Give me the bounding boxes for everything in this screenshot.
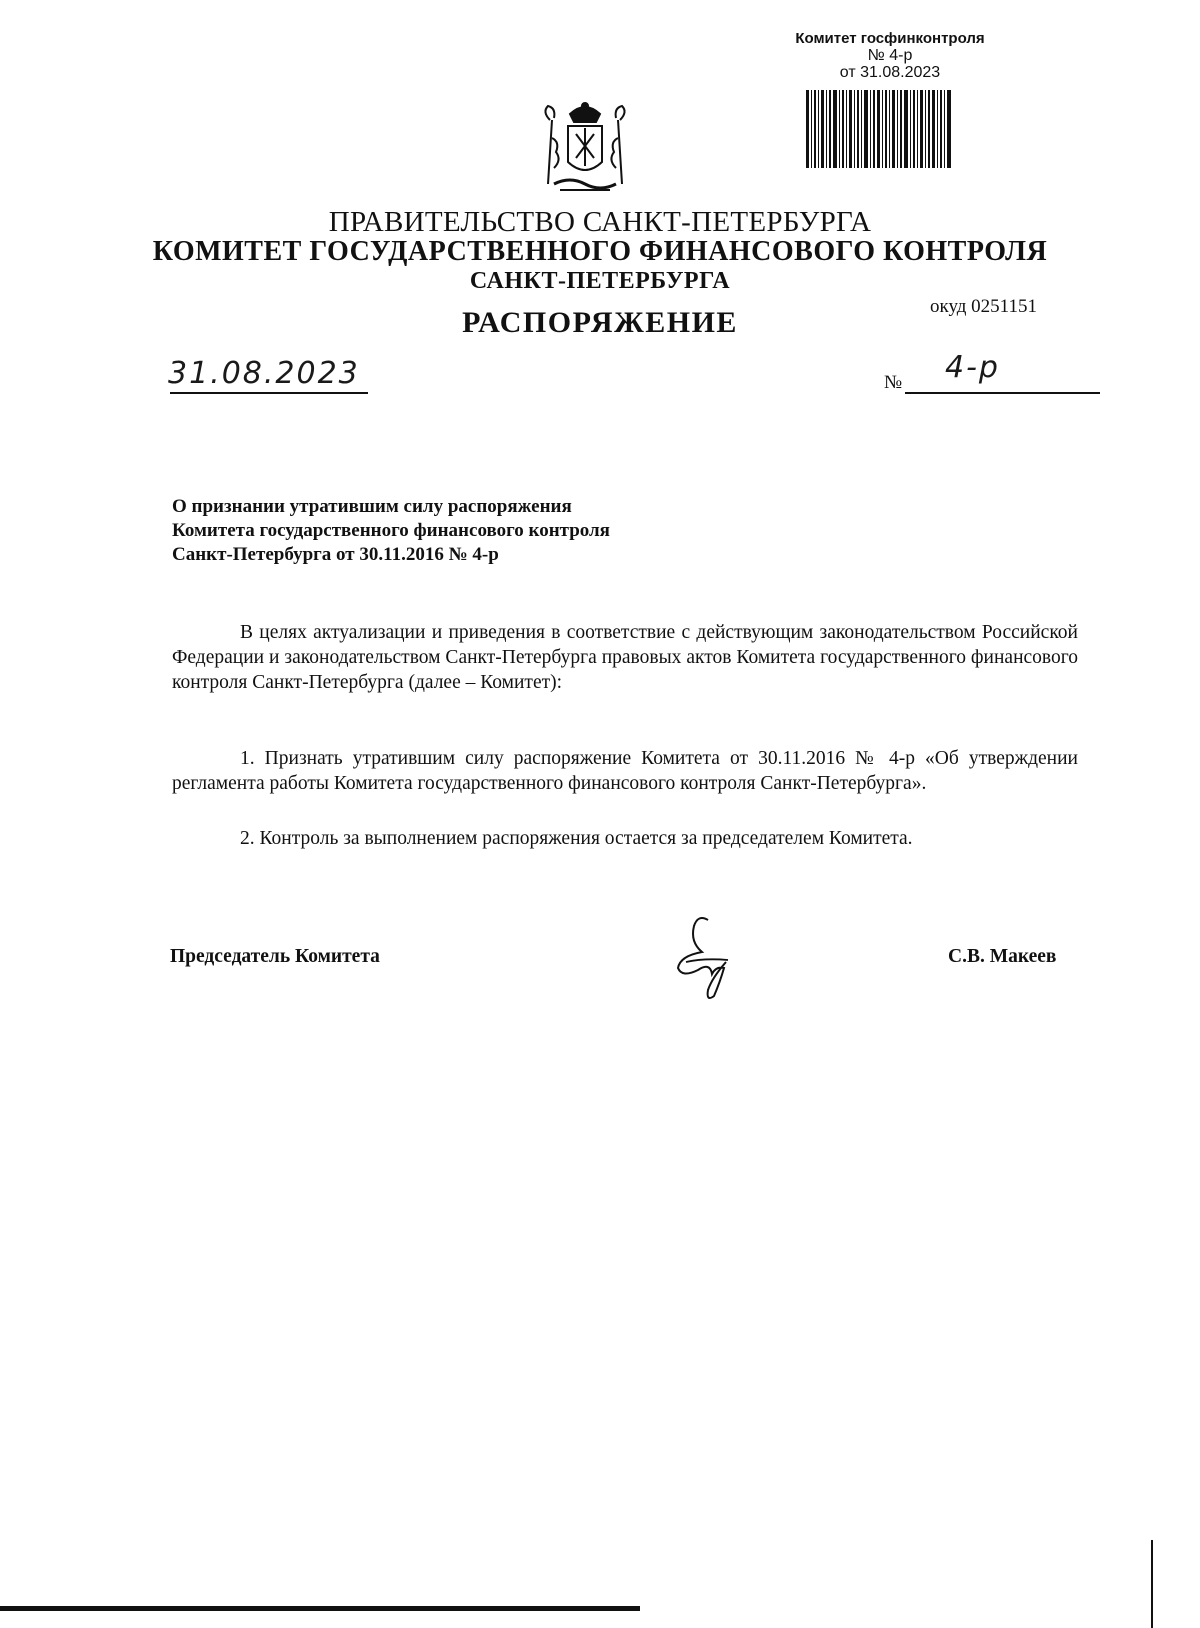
stamp-number: № 4-р bbox=[867, 47, 913, 64]
document-type-title: РАСПОРЯЖЕНИЕ bbox=[462, 306, 738, 339]
subject-line: Санкт-Петербурга от 30.11.2016 № 4-р bbox=[172, 544, 499, 565]
scan-edge-line bbox=[0, 1606, 640, 1611]
government-heading: ПРАВИТЕЛЬСТВО САНКТ-ПЕТЕРБУРГА bbox=[328, 206, 872, 238]
handwritten-number: 4-р bbox=[945, 350, 1000, 385]
signatory-title: Председатель Комитета bbox=[170, 946, 380, 967]
registration-stamp bbox=[770, 30, 1010, 81]
committee-heading: КОМИТЕТ ГОСУДАРСТВЕННОГО ФИНАНСОВОГО КОНТРОЛЯ bbox=[152, 236, 1048, 267]
barcode bbox=[806, 90, 951, 168]
number-label: № bbox=[884, 372, 903, 393]
okud-code: окуд 0251151 bbox=[930, 296, 1037, 317]
committee-heading-city: САНКТ-ПЕТЕРБУРГА bbox=[469, 268, 731, 294]
number-underline bbox=[905, 392, 1100, 394]
handwritten-signature bbox=[668, 912, 738, 1002]
document-subject bbox=[172, 495, 772, 567]
preamble-paragraph: В целях актуализации и приведения в соответствие с действующим законодательством Российской Федерации и законодательством Санкт-Петербурга правовых актов Комитета государственного финансового контроля Санкт-Петербурга (далее – Комитет): bbox=[172, 622, 1078, 693]
item-1-paragraph: 1. Признать утратившим силу распоряжение Комитета от 30.11.2016 № 4-р «Об утверждении регламента работы Комитета государственного финансового контроля Санкт-Петербурга». bbox=[172, 748, 1078, 794]
scan-edge-mark bbox=[1151, 1540, 1153, 1628]
subject-line: Комитета государственного финансового контроля bbox=[172, 520, 610, 541]
date-underline bbox=[170, 392, 368, 394]
signatory-name: С.В. Макеев bbox=[948, 946, 1057, 967]
coat-of-arms-icon bbox=[530, 100, 640, 200]
stamp-organization: Комитет госфинконтроля bbox=[795, 30, 985, 47]
subject-line: О признании утратившим силу распоряжения bbox=[172, 496, 572, 517]
handwritten-date: 31.08.2023 bbox=[168, 356, 360, 391]
item-2-paragraph: 2. Контроль за выполнением распоряжения остается за председателем Комитета. bbox=[240, 828, 913, 849]
stamp-date: от 31.08.2023 bbox=[839, 64, 941, 81]
